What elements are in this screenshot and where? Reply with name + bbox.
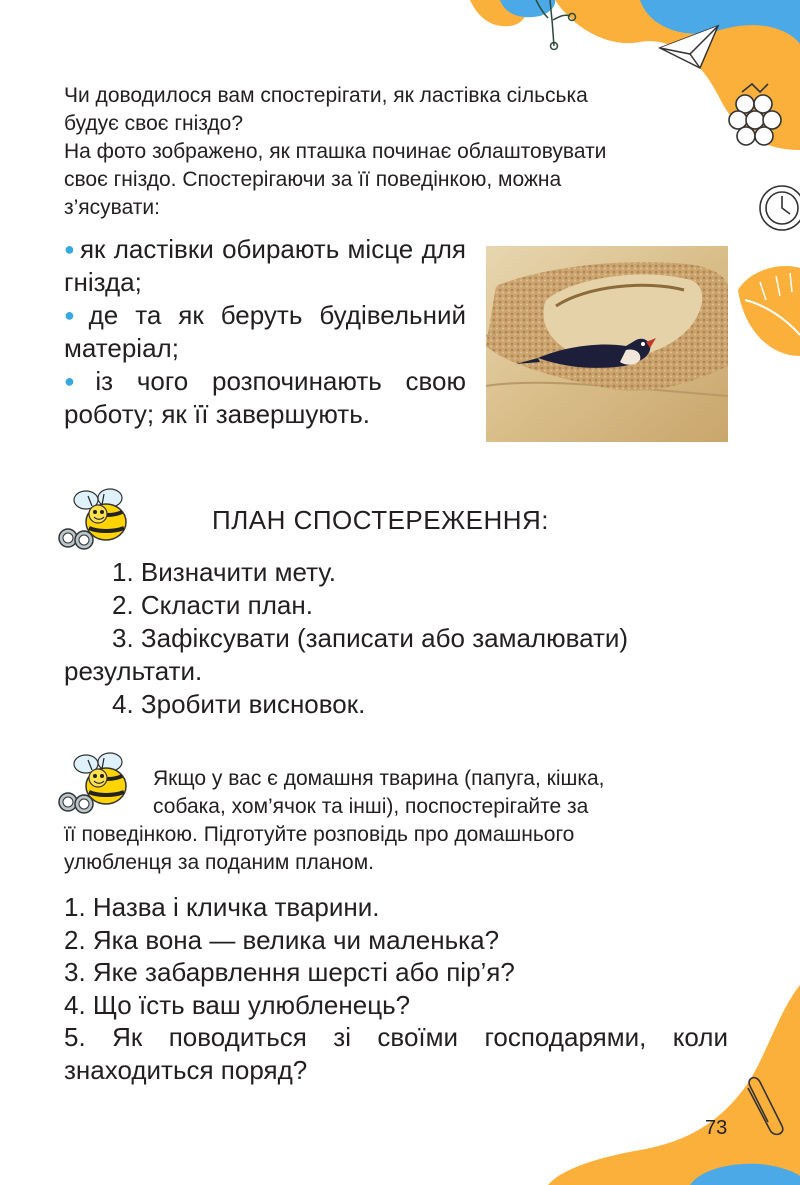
observation-bullets <box>64 233 466 431</box>
pet-plan-item: 5. Як поводиться зі своїми господарями, коли знаходиться поряд? <box>64 1022 728 1085</box>
task-line: собака, хом’ячок та інші), поспостерігайте за <box>153 795 589 818</box>
bee-binoculars-icon <box>56 748 132 818</box>
task-paragraph-rest <box>64 821 704 877</box>
pet-plan-item: 3. Яке забарвлення шерсті або пір’я? <box>64 957 515 987</box>
plan-item-continuation: результати. <box>64 656 203 686</box>
intro-line: будує своє гніздо? <box>64 112 244 135</box>
pet-plan-item: 4. Що їсть ваш улюбленець? <box>64 989 411 1020</box>
plan-item: 2. Скласти план. <box>112 590 313 620</box>
plan-item: 4. Зробити висновок. <box>112 689 366 719</box>
clock-icon <box>760 186 800 230</box>
plan-title: ПЛАН СПОСТЕРЕЖЕННЯ: <box>212 505 550 535</box>
plan-item: 3. Зафіксувати (записати або замалювати) <box>112 623 629 653</box>
plan-item: 1. Визначити мету. <box>112 557 336 587</box>
intro-line: своє гніздо. Спостерігаючи за її поведінкою, можна <box>64 168 562 191</box>
bullet-dot-icon: ● <box>64 239 76 259</box>
pet-plan-item: 1. Назва і кличка тварини. <box>64 892 380 922</box>
bullet-item: ● як ластівки обирають місце для гнізда; <box>64 234 467 297</box>
swallow-nest-photo <box>486 246 728 442</box>
intro-paragraph <box>64 82 724 222</box>
intro-line: Чи доводилося вам спостерігати, як ластівка сільська <box>64 84 588 107</box>
bullet-item: ● із чого розпочинають свою роботу; як її завершують. <box>64 366 467 429</box>
intro-line: з’ясувати: <box>64 196 160 219</box>
task-line: її поведінкою. Підготуйте розповідь про домашнього <box>64 823 575 846</box>
leaf-icon <box>738 266 800 356</box>
task-line: Якщо у вас є домашня тварина (папуга, кішка, <box>153 767 605 790</box>
task-paragraph-start <box>153 765 733 821</box>
task-line: улюбленця за поданим планом. <box>64 851 375 874</box>
intro-line: На фото зображено, як пташка починає облаштовувати <box>64 140 607 163</box>
page-number: 73 <box>705 1117 728 1139</box>
bullet-dot-icon: ● <box>64 305 85 325</box>
bullet-item: ● де та як беруть будівельний матеріал; <box>64 300 466 363</box>
bullet-dot-icon: ● <box>64 371 92 391</box>
observation-plan-list <box>64 556 728 721</box>
pet-plan-item: 2. Яка вона — велика чи маленька? <box>64 924 500 955</box>
pet-plan-list <box>64 891 728 1086</box>
bee-binoculars-icon <box>56 484 132 554</box>
